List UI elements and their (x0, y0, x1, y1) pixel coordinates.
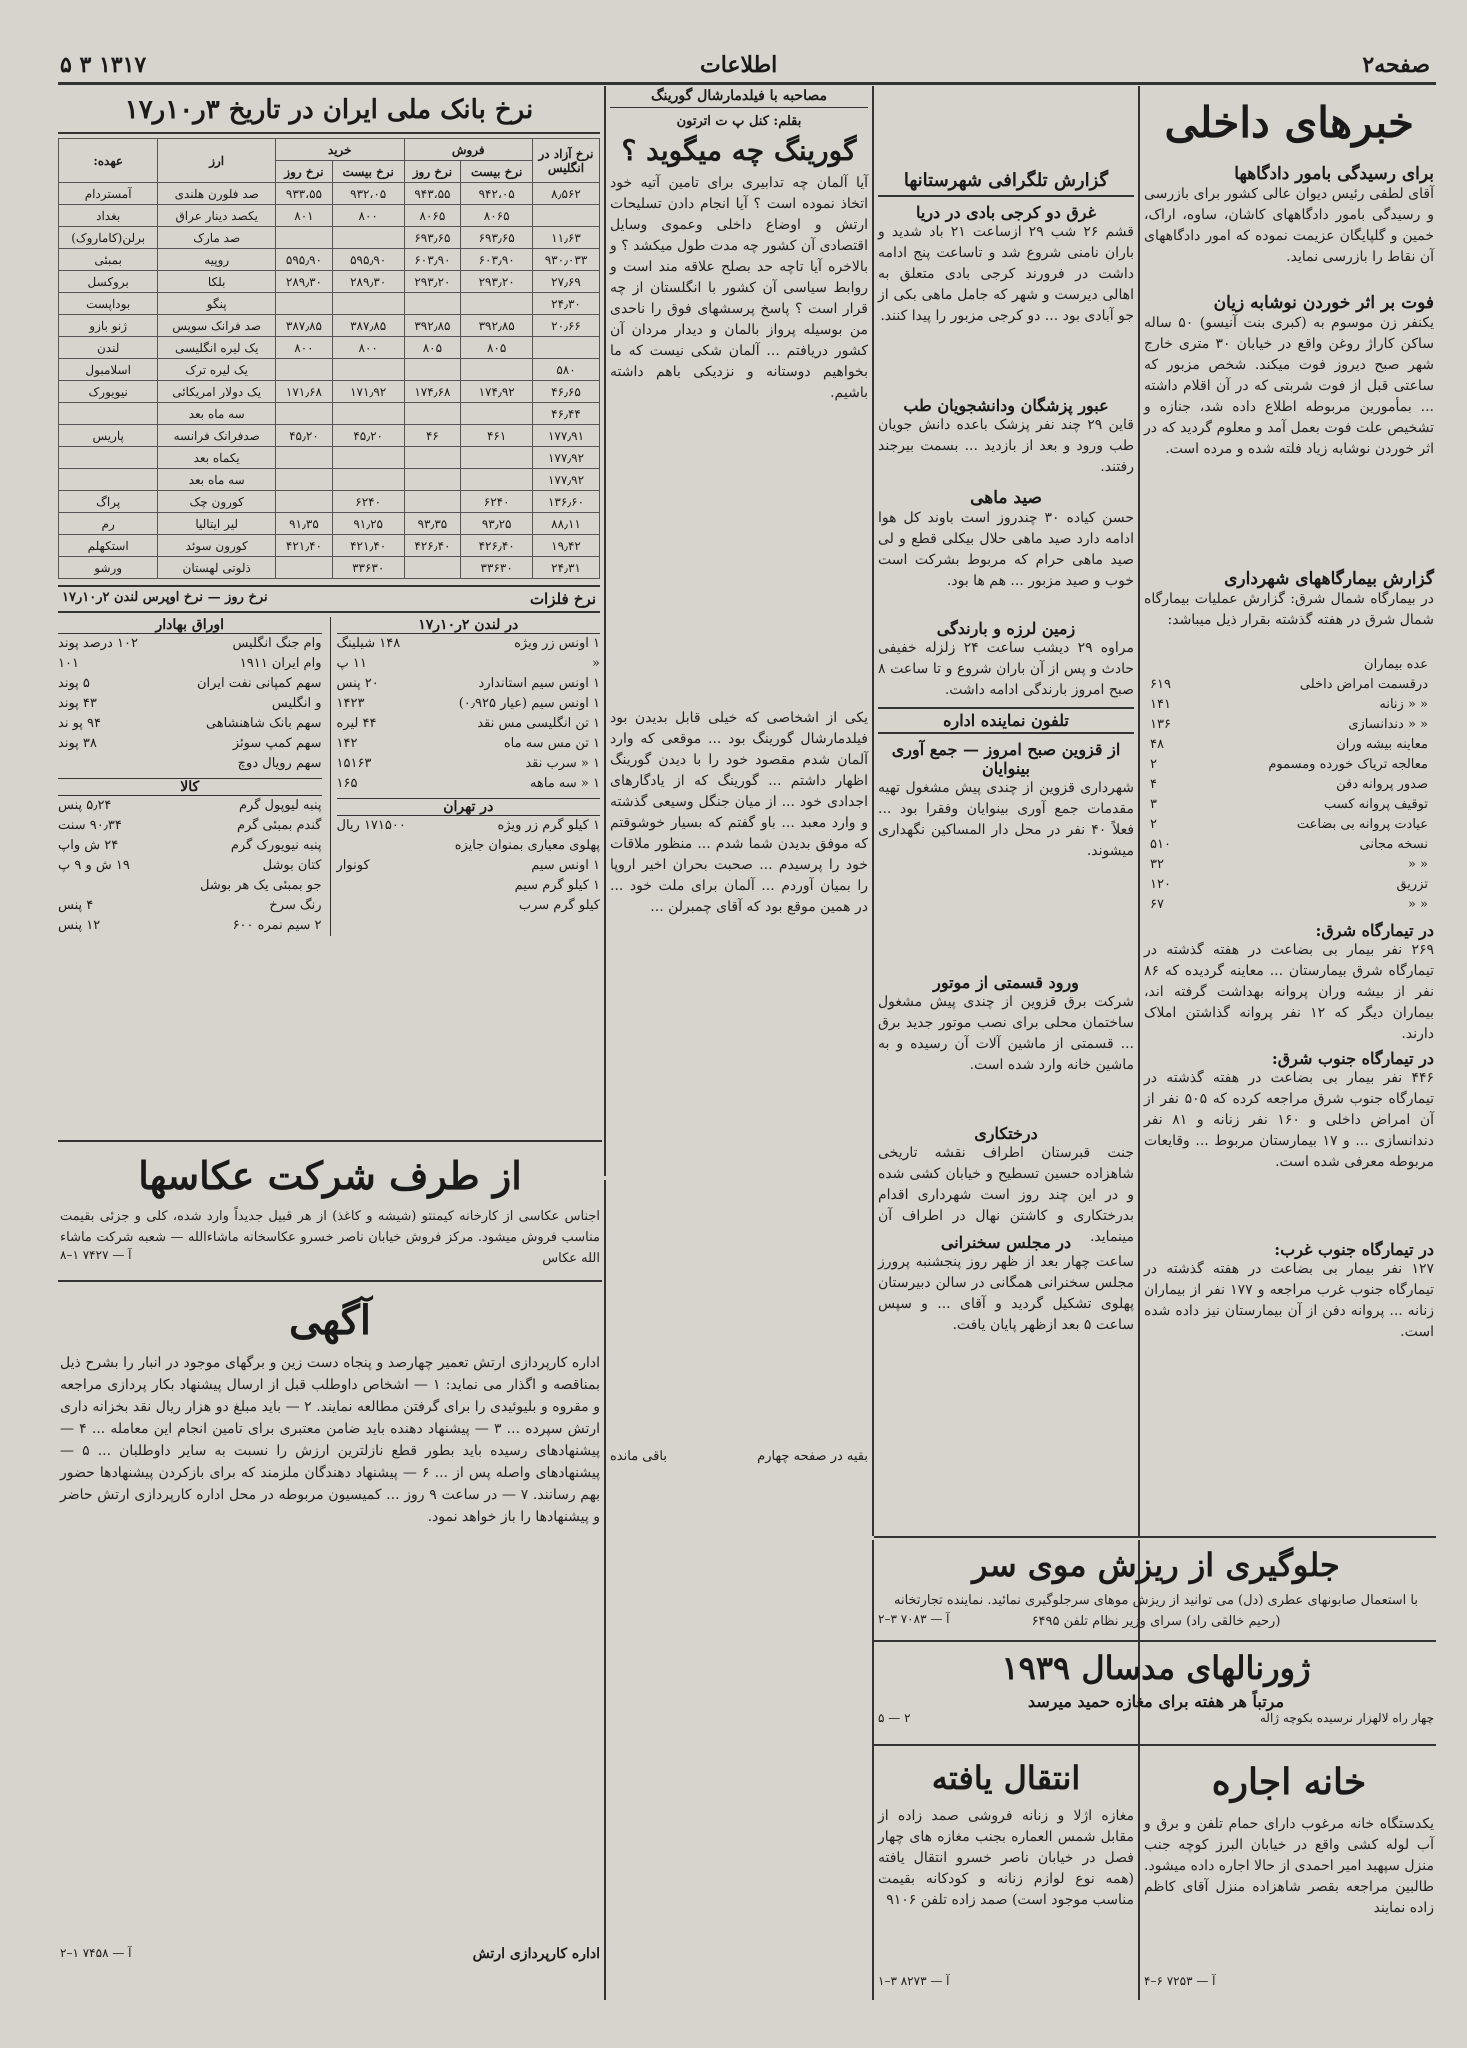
photo-ad-top-rule (58, 1140, 602, 1142)
exchange-rates-section (58, 88, 600, 1128)
interview-column (610, 88, 868, 1528)
issue-date: ۵ ۳ ۱۳۱۷ (60, 52, 147, 78)
metals-area (58, 617, 600, 936)
transfer-ad-title: انتقال یافته (931, 1759, 1081, 1797)
table-row: سه ماه بعد ۱۷۷٫۹۲ (59, 469, 600, 491)
table-row: لندن یک لیره انگلیسی ۸۰۰ ۸۰۰ ۸۰۵ ۸۰۵ (59, 337, 600, 359)
interview-end-note: باقی مانده (610, 1449, 667, 1464)
journal-ad (878, 1644, 1434, 1738)
photo-ad-code: آ — ۷۴۲۷ ۱–۸ (60, 1248, 132, 1262)
list-item: پنبه نیویورک گرم ۲۴ ش واپ (58, 838, 322, 853)
metals-title: نرخ فلزات (529, 590, 596, 608)
goods-title: کالا (58, 778, 322, 796)
notice-footer (60, 1946, 600, 1962)
notice-ad (60, 1290, 600, 2010)
telegraph-item-heading: صید ماهی (970, 488, 1042, 508)
notice-top-rule (58, 1280, 602, 1282)
table-row: اسلامبول یک لیره ترک ۵۸۰ (59, 359, 600, 381)
subcol: نرخ بیست (461, 161, 533, 183)
column-rule-2 (872, 86, 874, 1536)
domestic-news-column (1144, 88, 1434, 1534)
stat-row: عیادت پروانه بی بضاعت ۲ (1150, 817, 1428, 832)
column-rule-4 (604, 1180, 606, 2000)
list-item: کتان بوشل ۱۹ ش و ۹ پ (58, 858, 322, 873)
stat-row: « « ۶۷ (1150, 897, 1428, 912)
masthead (60, 52, 1430, 82)
telegraph-item-heading: از قزوین صبح امروز — جمع آوری بینوایان (891, 740, 1121, 778)
list-item: سهم رویال دوچ (237, 756, 322, 771)
journal-ad-code: ۲ — ۵ (878, 1711, 911, 1725)
exchange-title: نرخ بانک ملی ایران در تاریخ ۳ر۱۰ر۱۷ (58, 88, 600, 134)
interview-body: آیا آلمان چه تدابیری برای تامین آتیه خود اتخاذ نموده است ؟ آیا انجام دادن تسلیحات ارتش و اوضاع داخلی وعموی وسایل اقتصادی آن کشور چه مدت طول میکشد ؟ و بالاخره آیا تاچه حد بصلح علاقه مند است و روابط سیاسی آن کشور با انگلستان از چه قرار است ؟ پاسخ پرسشهای فوق را ناحدی من بوسیله پرواز بالمان و دیدار مردان آن کشور دریافتم ... آلمان شکی نیست که ما بخواهیم دوستانه و نزدیکی باهم داشته باشیم. (610, 175, 868, 401)
telegraph-item-heading: درختکاری (974, 1124, 1038, 1143)
hair-ad (878, 1540, 1434, 1632)
photo-ad-title: از طرف شرکت عکاسها (138, 1153, 522, 1198)
journal-ad-top-rule (874, 1640, 1436, 1642)
hospital-report-heading: در تیمارگاه شرق: (1315, 921, 1434, 940)
table-row: پراگ کورون چک ۶۲۴۰ ۶۲۴۰ ۱۳۶٫۶۰ (59, 491, 600, 513)
col-free: نرخ آزاد در انگلیس (533, 139, 600, 183)
interview-title: گورینگ چه میگوید ؟ (621, 134, 857, 167)
hospital-report-heading: در تیمارگاه جنوب شرق: (1271, 1049, 1434, 1068)
subcol: نرخ روز (276, 161, 333, 183)
subcol: نرخ روز (404, 161, 461, 183)
stat-row: تزریق ۱۲۰ (1150, 877, 1428, 892)
list-item: سهم کمپانی نفت ایران ۵ پوند (58, 676, 322, 691)
securities-list (58, 634, 322, 774)
col-unit: عهده: (59, 139, 158, 183)
interview-body-continued: یکی از اشخاصی که خیلی قابل بدیدن بود فیلدمارشال گورینگ بود ... موقعی که وارد آلمان شدم مقصود خود را با دیدن گورینگ اظهار داشتم ... گورینگ که از یادگارهای اجدادی خود ... از میان جنگل وسیعی گذشته و وارد معبد ... باو گفتم که بسیار خوشوقتم که موفق بدیدن شما شدم ... منظور ملاقات خود را پرسیدم ... صحبت بحران اخیر اروپا را بمیان آوردم ... آلمان برای ملت خود ... در همین موقع بود که آقای چمبرلن ... (610, 710, 868, 915)
list-item: وام جنگ انگلیس ۱۰۲ درصد پوند (58, 636, 322, 651)
stat-row: عده بیماران (1364, 657, 1428, 672)
list-item: و انگلیس ۴۳ پوند (58, 696, 322, 711)
hair-ad-top-rule (874, 1536, 1436, 1538)
domestic-news-title: خبرهای داخلی (1164, 98, 1414, 147)
col-buy: خرید (276, 139, 404, 161)
list-item: ۱ کیلو گرم زر ویژه ۱۷۱۵۰۰ ریال (336, 818, 600, 833)
transfer-ad (878, 1750, 1134, 2000)
list-item: ۱ اونس سیم استاندارد ۲۰ پنس (336, 676, 600, 691)
stat-row: نسخه مجانی ۵۱۰ (1150, 837, 1428, 852)
stat-row: معالجه تریاک خورده ومسموم ۲ (1150, 757, 1428, 772)
table-row: ورشو ذلوتی لهستان ۳۳۶۳۰ ۳۳۶۳۰ ۲۴٫۳۱ (59, 557, 600, 579)
col-sell: فروش (404, 139, 533, 161)
journal-ad-footer (878, 1711, 1434, 1725)
list-item: ۲ سیم نمره ۶۰۰ ۱۲ پنس (58, 918, 322, 933)
list-item: ۱ کیلو گرم سیم (514, 878, 600, 893)
table-row: یکماه بعد ۱۷۷٫۹۲ (59, 447, 600, 469)
hospital-stats (1144, 655, 1434, 915)
exchange-table (58, 138, 600, 579)
telegraph-item-body: ساعت چهار بعد از ظهر روز پنجشنبه پرورز مجلس سخنرانی همگانی در سالن دبیرستان پهلوی تشکیل گردید و آقای ... و سپس ساعت ۵ بعد ازظهر پایان یافت. (878, 1254, 1134, 1333)
telegraph-item-body: حسن کیاده ۳۰ چندروز است باوند کل هوا ادامه دارد صید ماهی حلال بیکلی قطع و لی صید ماهی حرام که مربوط بشرکت است خوب و صید مزبور ... هم ها بود. (878, 510, 1134, 589)
table-row: آمستردام صد فلورن هلندی ۹۳۳،۵۵ ۹۳۲،۰۵ ۹۴۳،۵۵ ۹۴۲،۰۵ ۸٫۵۶۲ (59, 183, 600, 205)
table-row: ژنو بازو صد فرانک سویس ۳۸۷٫۸۵ ۳۸۷٫۸۵ ۳۹۲٫۸۵ ۳۹۲٫۸۵ ۲۰٫۶۶ (59, 315, 600, 337)
telegraph-item-body: قشم ۲۶ شب ۲۹ ازساعت ۲۱ باد شدید و باران نامنی شروع شد و تاساعت پنج ادامه داشت در فرورند کرجی بادی متعلق به اهالی دیرست و شهر که جامل ماهی بکی از جو آبادی بود ... دو کرجی مزبور را پیدا کنند. (878, 224, 1134, 324)
hospital-report-body: ۲۶۹ نفر بیمار بی بضاعت در هفته گذشته در تیمارگاه شرق بیمارستان ... معاینه گردیده که ۸۶ نفر از بیشه وران پروانه بهداشت گرفته اند، بیماران دیگر که ۱۲ نفر پروانه گذاشتن املاک دارند. (1144, 942, 1434, 1042)
telegraph-item-heading: غرق دو کرجی بادی در دریا (916, 203, 1096, 222)
securities-area (58, 617, 322, 936)
telegraph-news-column (878, 170, 1134, 1534)
bottom-ads-top-rule (874, 1744, 1436, 1746)
table-row: رم لیر ایتالیا ۹۱٫۳۵ ۹۱٫۲۵ ۹۳٫۳۵ ۹۳٫۲۵ ۸۸٫۱۱ (59, 513, 600, 535)
subcol: نرخ بیست (332, 161, 404, 183)
hospital-report-body: ۱۲۷ نفر بیمار بی بضاعت در هفته گذشته در تیمارگاه جنوب غرب مراجعه و ۱۷۷ نفر از بیماران زنانه ... پروانه دفن از آن بیمارستان نیز داده شده است. (1144, 1261, 1434, 1340)
list-item: ۱ تن انگلیسی مس نقد ۴۴ لیره (336, 716, 600, 731)
hospital-report-body: ۴۴۶ نفر بیمار بی بضاعت در هفته گذشته در تیمارگاه جنوب شرق مراجعه کرده که ۵۰۵ نفر از آن امراض داخلی و ۱۶۰ نفر زنانه و ۸۱ نفر دندانسازی ... و ۱۷ بیمارستان مربوط ... وقایعات مربوطه معرفی شده است. (1144, 1070, 1435, 1170)
interview-continued: بقیه در صفحه چهارم (757, 1449, 868, 1464)
rent-ad-body: یکدستگاه خانه مرغوب دارای حمام تلفن و برق و آب لوله کشی واقع در خیابان البرز کوچه جنب منزل سپهبد امیر احمدی از حالا اجاره داده میشود. طالبین مراجعه بقصر شاهزاده منزل آقای کاظم زاده نمایند (1144, 1816, 1434, 1916)
paper-name: اطلاعات (700, 52, 778, 78)
domestic-item-heading: برای رسیدگی بامور دادگاهها (1234, 164, 1434, 184)
hair-ad-code: آ — ۷۰۸۳ ۳–۲ (878, 1612, 950, 1626)
telegraph-item-body: قاین ۲۹ چند نفر پزشک باعده دانش جویان طب ورود و بعد از بازدید ... بسمت بیرجند رفتند. (878, 417, 1134, 475)
london-list (337, 634, 601, 794)
list-item: ۱ اونس زر ویژه ۱۴۸ شیلینگ (336, 636, 600, 651)
domestic-item-heading: فوت بر اثر خوردن نوشابه زیان (1213, 293, 1434, 313)
notice-signature: اداره کارپردازی ارتش (472, 1946, 600, 1962)
list-item: وام ایران ۱۹۱۱ ۱۰۱ (58, 656, 322, 671)
transfer-ad-code: آ — ۸۲۷۳ ۳–۱ (878, 1974, 950, 1988)
list-item: رنگ سرخ ۴ پنس (58, 898, 322, 913)
interview-byline: بقلم: کنل پ ت اترتون (676, 114, 802, 129)
journal-ad-title: ژورنالهای مدسال ۱۹۳۹ (1001, 1649, 1311, 1687)
table-row: بوداپست پنگو ۲۴٫۳۰ (59, 293, 600, 315)
list-item: ۱ اونس سیم (عیار ۰٫۹۲۵) ۱۴۲۳ (336, 696, 600, 711)
hospital-report-heading: در تیمارگاه جنوب غرب: (1274, 1240, 1434, 1259)
domestic-item-body: در بیمارگاه شمال شرق: گزارش عملیات بیمارگاه شمال شرق در هفته گذشته بقرار ذیل میباشد: (1144, 591, 1434, 628)
list-item: ۱ « سه ماهه ۱۶۵ (336, 776, 600, 791)
securities-title: اوراق بهادار (58, 617, 322, 634)
rent-ad-code: آ — ۷۲۵۳ ۶–۴ (1144, 1974, 1216, 1988)
telegraph-item-body: شرکت برق قزوین از چندی پیش مشغول ساختمان محلی برای نصب موتور جدید برق ... قسمتی از ماشین آلات آن رسیده و به ماشین خانه وارد شده است. (878, 994, 1134, 1073)
telegraph-item-body: مراوه ۲۹ دیشب ساعت ۲۴ زلزله خفیفی حادث و پس از آن باران شروع و تا ساعت ۸ صبح امروز بارندگی ادامه داشت. (878, 640, 1134, 698)
stat-row: « « دندانسازی ۱۳۶ (1150, 717, 1428, 732)
list-item: گندم بمبئی گرم ۹۰٫۳۴ سنت (58, 818, 322, 833)
telegraph-item-heading: ورود قسمتی از موتور (933, 973, 1079, 992)
column-rule-3 (1138, 86, 1140, 1536)
domestic-item-body: آقای لطفی رئیس دیوان عالی کشور برای بازرسی و رسیدگی بامور دادگاههای کاشان، ساوه، اراک، خمین و گلپایگان عزیمت نموده که امور دادگاههای آن نقاط را بازرسی نماید. (1144, 186, 1434, 265)
list-item: ۱ « سرب نقد ۱۵۱۶۳ (336, 756, 600, 771)
table-row: نیویورک یک دولار امریکائی ۱۷۱٫۶۸ ۱۷۱٫۹۲ ۱۷۴٫۶۸ ۱۷۴٫۹۲ ۴۶٫۶۵ (59, 381, 600, 403)
telegraph-title: گزارش تلگرافی شهرستانها (878, 170, 1134, 197)
london-title: در لندن ۲ر۱۰ر۱۷ (337, 617, 601, 634)
telegraph-item-heading: عبور پزشگان ودانشجویان طب (903, 396, 1109, 415)
notice-body: اداره کارپردازی ارتش تعمیر چهارصد و پنجاه دست زین و برگهای موجود در انبار را بشرح ذیل بمناقصه و اگذار می نماید: ۱ — اشخاص داوطلب قبل از ارسال پیشنهاد بکار پردازی مراجعه و مقروه و بلیوئیدی را برای گرفتن مطالعه نمایند. ۲ — باید مبلغ دو هزار ریال نقد بخزانه داری ارتش سپرده ... ۳ — پیشنهاد دهنده باید ضامن معتبری برای تامین انجام این معامله ... ۴ — پیشنهادهای رسیده باید بطور قطع نازلترین ارزش را نسبت به سایر داوطلبان ... ۵ — پیشنهادهای واصله پس از ... ۶ — پیشنهاد دهندگان ملزمند که برای بازکردن پیشنهادها حضور بهم رسانند. ۷ — در ساعت ۹ روز ... کمیسیون مربوطه در محل اداره کارپردازی ارتش حاضر و پیشنهادها را باز خواهد نمود. (60, 1355, 600, 1525)
col-currency: ارز (158, 139, 276, 183)
metals-prices (330, 617, 601, 936)
telegraph-item-heading: زمین لرزه و بارندگی (936, 619, 1076, 638)
journal-ad-address: چهار راه لالهزار نرسیده بکوچه ژاله (1259, 1711, 1434, 1725)
masthead-rule (58, 82, 1436, 85)
notice-title: آگهی (289, 1297, 371, 1344)
list-item: ۱ تن مس سه ماه ۱۴۲ (336, 736, 600, 751)
table-row: پاریس صدفرانک فرانسه ۴۵٫۲۰ ۴۵٫۲۰ ۴۶ ۴۶۱ ۱۷۷٫۹۱ (59, 425, 600, 447)
stat-row: « « ۳۲ (1150, 857, 1428, 872)
list-item: « ۱۱ پ (336, 656, 600, 671)
stat-row: « « زنانه ۱۴۱ (1150, 697, 1428, 712)
list-item: پهلوی معیاری بمنوان جایزه (454, 838, 600, 853)
photo-ad (60, 1146, 600, 1266)
table-row: بمبئی روپیه ۵۹۵٫۹۰ ۵۹۵٫۹۰ ۶۰۳٫۹۰ ۶۰۳٫۹۰ ۹۳۰٫۰۳۳ (59, 249, 600, 271)
interview-footer (610, 1449, 868, 1464)
list-item: سهم کمپ سوئز ۳۸ پوند (58, 736, 322, 751)
domestic-item-body: یکنفر زن موسوم به (کبری بنت آنیسو) ۵۰ ساله ساکن کاراژ روغن واقع در خیابان ۳۰ متری خارج شهر صبح دیروز فوت میکند. شخص مزبور که ساعتی قبل از فوت شربتی که در آن اقلام داشته ... بمأمورین مربوطه اطلاع داده شد، جنازه و تشخیص علت فوت بعمل آمد و معلوم گردید که در اثر خوردن نوشابه زیاد فلته شده و مرده است. (1144, 315, 1435, 457)
goods-list (58, 796, 322, 936)
table-row: استکهلم کورون سوئد ۴۲۱٫۴۰ ۴۲۱٫۴۰ ۴۲۶٫۴۰ ۴۲۶٫۴۰ ۱۹٫۴۲ (59, 535, 600, 557)
rent-ad-title: خانه اجاره (1211, 1761, 1367, 1803)
table-row: برلن(کاماروک) صد مارک ۶۹۳٫۶۵ ۶۹۳٫۶۵ ۱۱٫۶۳ (59, 227, 600, 249)
column-rule-5 (872, 1540, 874, 2000)
metals-date: نرخ روز — نرخ اوپرس لندن ۲ر۱۰ر۱۷ (62, 590, 268, 605)
stat-row: صدور پروانه دفن ۴ (1150, 777, 1428, 792)
transfer-ad-body: مغازه اژلا و زنانه فروشی صمد زاده از مقابل شمس العماره بجنب مغازه های چهار فصل در خیابان ناصر خسرو انتقال یافته (همه نوع لوازم زنانه و کودکانه بقیمت مناسب موجود است) صمد زاده تلفن ۹۱۰۶ (878, 1808, 1134, 1908)
table-row: بروکسل بلکا ۲۸۹٫۳۰ ۲۸۹٫۳۰ ۲۹۳٫۲۰ ۲۹۳٫۲۰ ۲۷٫۶۹ (59, 271, 600, 293)
rent-ad (1144, 1750, 1434, 2000)
table-row: سه ماه بعد ۴۶٫۴۴ (59, 403, 600, 425)
stat-row: معاینه بیشه وران ۴۸ (1150, 737, 1428, 752)
column-rule-1 (604, 86, 606, 1176)
hair-ad-body: با استعمال صابونهای عطری (دل) می توانید از ریزش موهای سرجلوگیری نمائید. نماینده تجارتخانه (رحیم خالقی راد) سرای وزیر نظام تلفن ۶۴۹۵ (893, 1593, 1418, 1629)
interview-kicker: مصاحبه با فیلدمارشال گورینگ (610, 88, 868, 108)
list-item: کیلو گرم سرب (518, 898, 600, 913)
telegraph-item-body: جنت قبرستان اطراف نقشه تاریخی شاهزاده حسین تسطیح و خیابان کشی شده و در این چند روز است شهرداری اقدام بدرختکاری و کاشتن نهال در اطراف آن مینماید. (878, 1145, 1134, 1245)
photo-ad-body: اجناس عکاسی از کارخانه کیمنتو (شیشه و کاغذ) از هر قبیل جدیداً وارد شده، کلی و جزئی بقیمت مناسب فروش میشود. مرکز فروش خیابان ناصر خسرو عکاسخانه ماشاءالله — شعبه شرکت ماشاء الله عکاس (60, 1209, 600, 1266)
page-label: صفحه۲ (1362, 52, 1430, 78)
list-item: پنبه لیوپول گرم ۵٫۲۴ پنس (58, 798, 322, 813)
journal-ad-body: مرتباً هر هفته برای مغازه حمید میرسد (1027, 1692, 1285, 1711)
hair-ad-title: جلوگیری از ریزش موی سر (972, 1546, 1340, 1584)
metals-header (58, 585, 600, 613)
stat-row: توقیف پروانه کسب ۳ (1150, 797, 1428, 812)
telegraph-item-heading: تلفون نماینده اداره (878, 707, 1134, 734)
list-item: جو بمبئی یک هر بوشل (200, 878, 322, 893)
notice-code: آ — ۷۴۵۸ ۱–۲ (60, 1946, 132, 1960)
list-item: ۱ اونس سیم کونوار (336, 858, 600, 873)
telegraph-item-heading: در مجلس سخنرانی (940, 1233, 1072, 1252)
tehran-title: در تهران (337, 798, 601, 816)
table-row: بغداد یکصد دینار عراق ۸۰۱ ۸۰۰ ۸۰۶۵ ۸۰۶۵ (59, 205, 600, 227)
list-item: سهم بانک شاهنشاهی ۹۴ پو ند (58, 716, 322, 731)
tehran-list (337, 816, 601, 916)
stat-row: درقسمت امراض داخلی ۶۱۹ (1150, 677, 1428, 692)
telegraph-item-body: شهرداری قزوین از چندی پیش مشغول تهیه مقدمات جمع آوری بینوایان وفقرا بود ... فعلاً ۴۰ نفر در محل دار المساکین نگهداری میشوند. (878, 780, 1135, 859)
domestic-item-heading: گزارش بیمارگاههای شهرداری (1224, 569, 1434, 589)
